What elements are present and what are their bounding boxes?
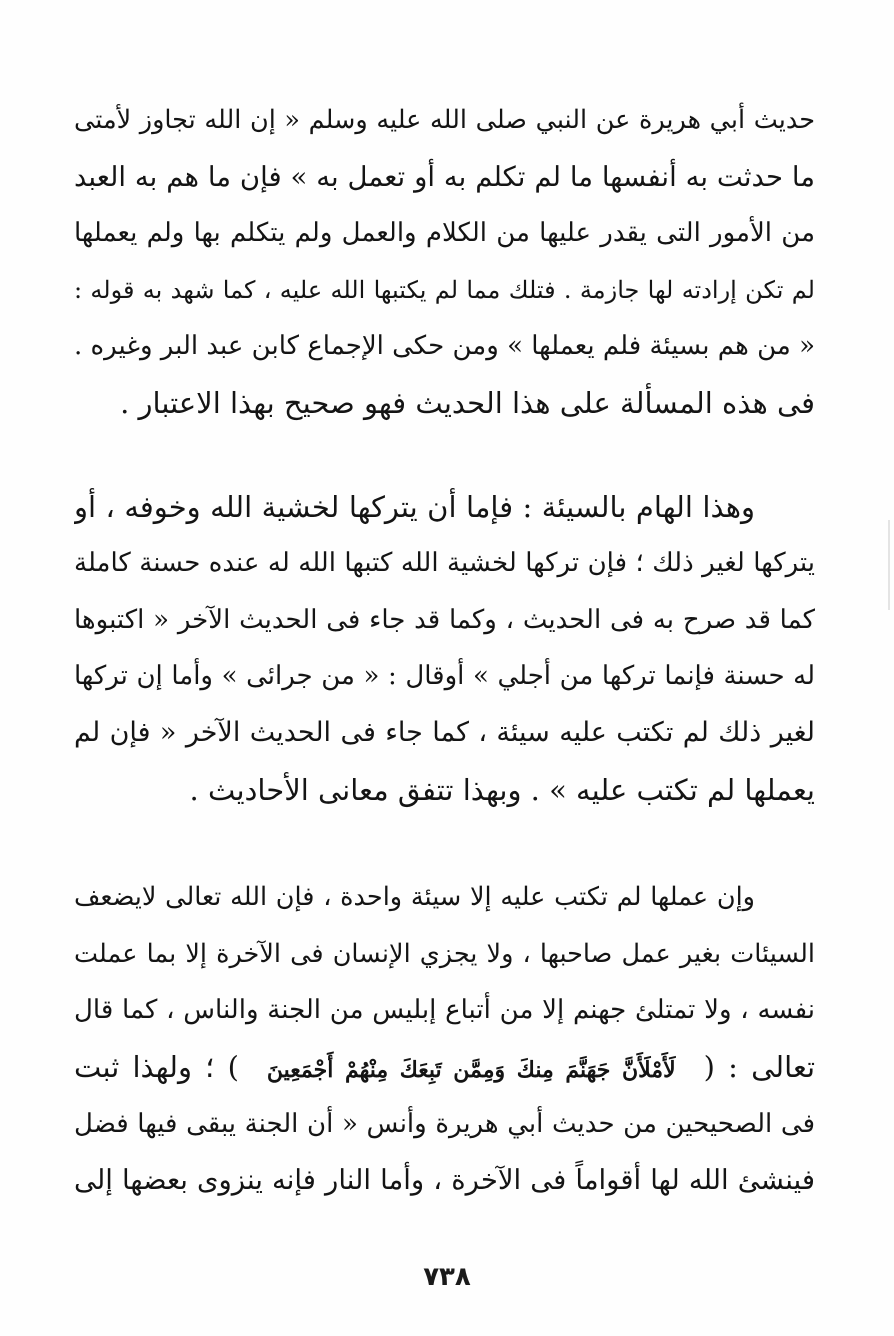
paragraph-1 xyxy=(74,92,815,432)
text-line: فى هذه المسألة على هذا الحديث فهو صحيح بهذا الاعتبار . xyxy=(120,385,815,420)
text-line: حديث أبي هريرة عن النبي صلى الله عليه وسلم « إن الله تجاوز لأمتى xyxy=(74,105,815,135)
text-line: له حسنة فإنما تركها من أجلي » أوقال : « من جرائى » وأما إن تركها xyxy=(74,661,815,692)
text-line: كما قد صرح به فى الحديث ، وكما قد جاء فى الحديث الآخر « اكتبوها xyxy=(74,604,815,635)
page-number: ٧٣٨ xyxy=(423,1262,471,1292)
text-line: يتركها لغير ذلك ؛ فإن تركها لخشية الله كتبها الله له عنده حسنة كاملة xyxy=(74,548,815,579)
paragraph-3 xyxy=(74,869,815,1209)
verse-intro: تعالى : xyxy=(728,1049,815,1084)
text-line: وهذا الهام بالسيئة : فإما أن يتركها لخشية الله وخوفه ، أو xyxy=(74,489,755,524)
page-edge-mark xyxy=(888,520,890,610)
text-line: يعملها لم تكتب عليه » . وبهذا تتفق معانى الأحاديث . xyxy=(189,772,815,807)
text-line: فينشئ الله لها أقواماً فى الآخرة ، وأما النار فإنه ينزوى بعضها إلى xyxy=(74,1164,815,1197)
quran-verse: لَأَمْلَأَنَّ جَهَنَّمَ مِنكَ وَمِمَّن تَبِعَكَ مِنْهُمْ أَجْمَعِينَ xyxy=(266,1056,676,1083)
text-line: « من هم بسيئة فلم يعملها » ومن حكى الإجماع كابن عبد البر وغيره . xyxy=(74,331,815,362)
verse-open-bracket: ( xyxy=(703,1049,715,1084)
text-line: فى الصحيحين من حديث أبي هريرة وأنس « أن الجنة يبقى فيها فضل xyxy=(74,1108,815,1139)
verse-line xyxy=(74,1039,815,1096)
text-line: لم تكن إرادته لها جازمة . فتلك مما لم يكتبها الله عليه ، كما شهد به قوله : xyxy=(74,275,815,304)
verse-close-bracket: ) xyxy=(227,1049,239,1084)
page-body xyxy=(74,92,815,1209)
text-line: السيئات بغير عمل صاحبها ، ولا يجزي الإنسان فى الآخرة إلا بما عملت xyxy=(74,938,815,969)
text-line: من الأمور التى يقدر عليها من الكلام والعمل ولم يتكلم بها ولم يعملها xyxy=(74,218,815,249)
text-line: ما حدثت به أنفسها ما لم تكلم به أو تعمل به » فإن ما هم به العبد xyxy=(74,160,815,193)
paragraph-gap xyxy=(74,432,815,479)
verse-outro: ؛ ولهذا ثبت xyxy=(74,1049,215,1084)
text-line: وإن عملها لم تكتب عليه إلا سيئة واحدة ، فإن الله تعالى لايضعف xyxy=(74,882,755,913)
paragraph-gap xyxy=(74,818,815,869)
paragraph-2 xyxy=(74,479,815,819)
text-line: لغير ذلك لم تكتب عليه سيئة ، كما جاء فى الحديث الآخر « فإن لم xyxy=(74,716,815,748)
text-line: نفسه ، ولا تمتلئ جهنم إلا من أتباع إبليس من الجنة والناس ، كما قال xyxy=(74,995,815,1026)
